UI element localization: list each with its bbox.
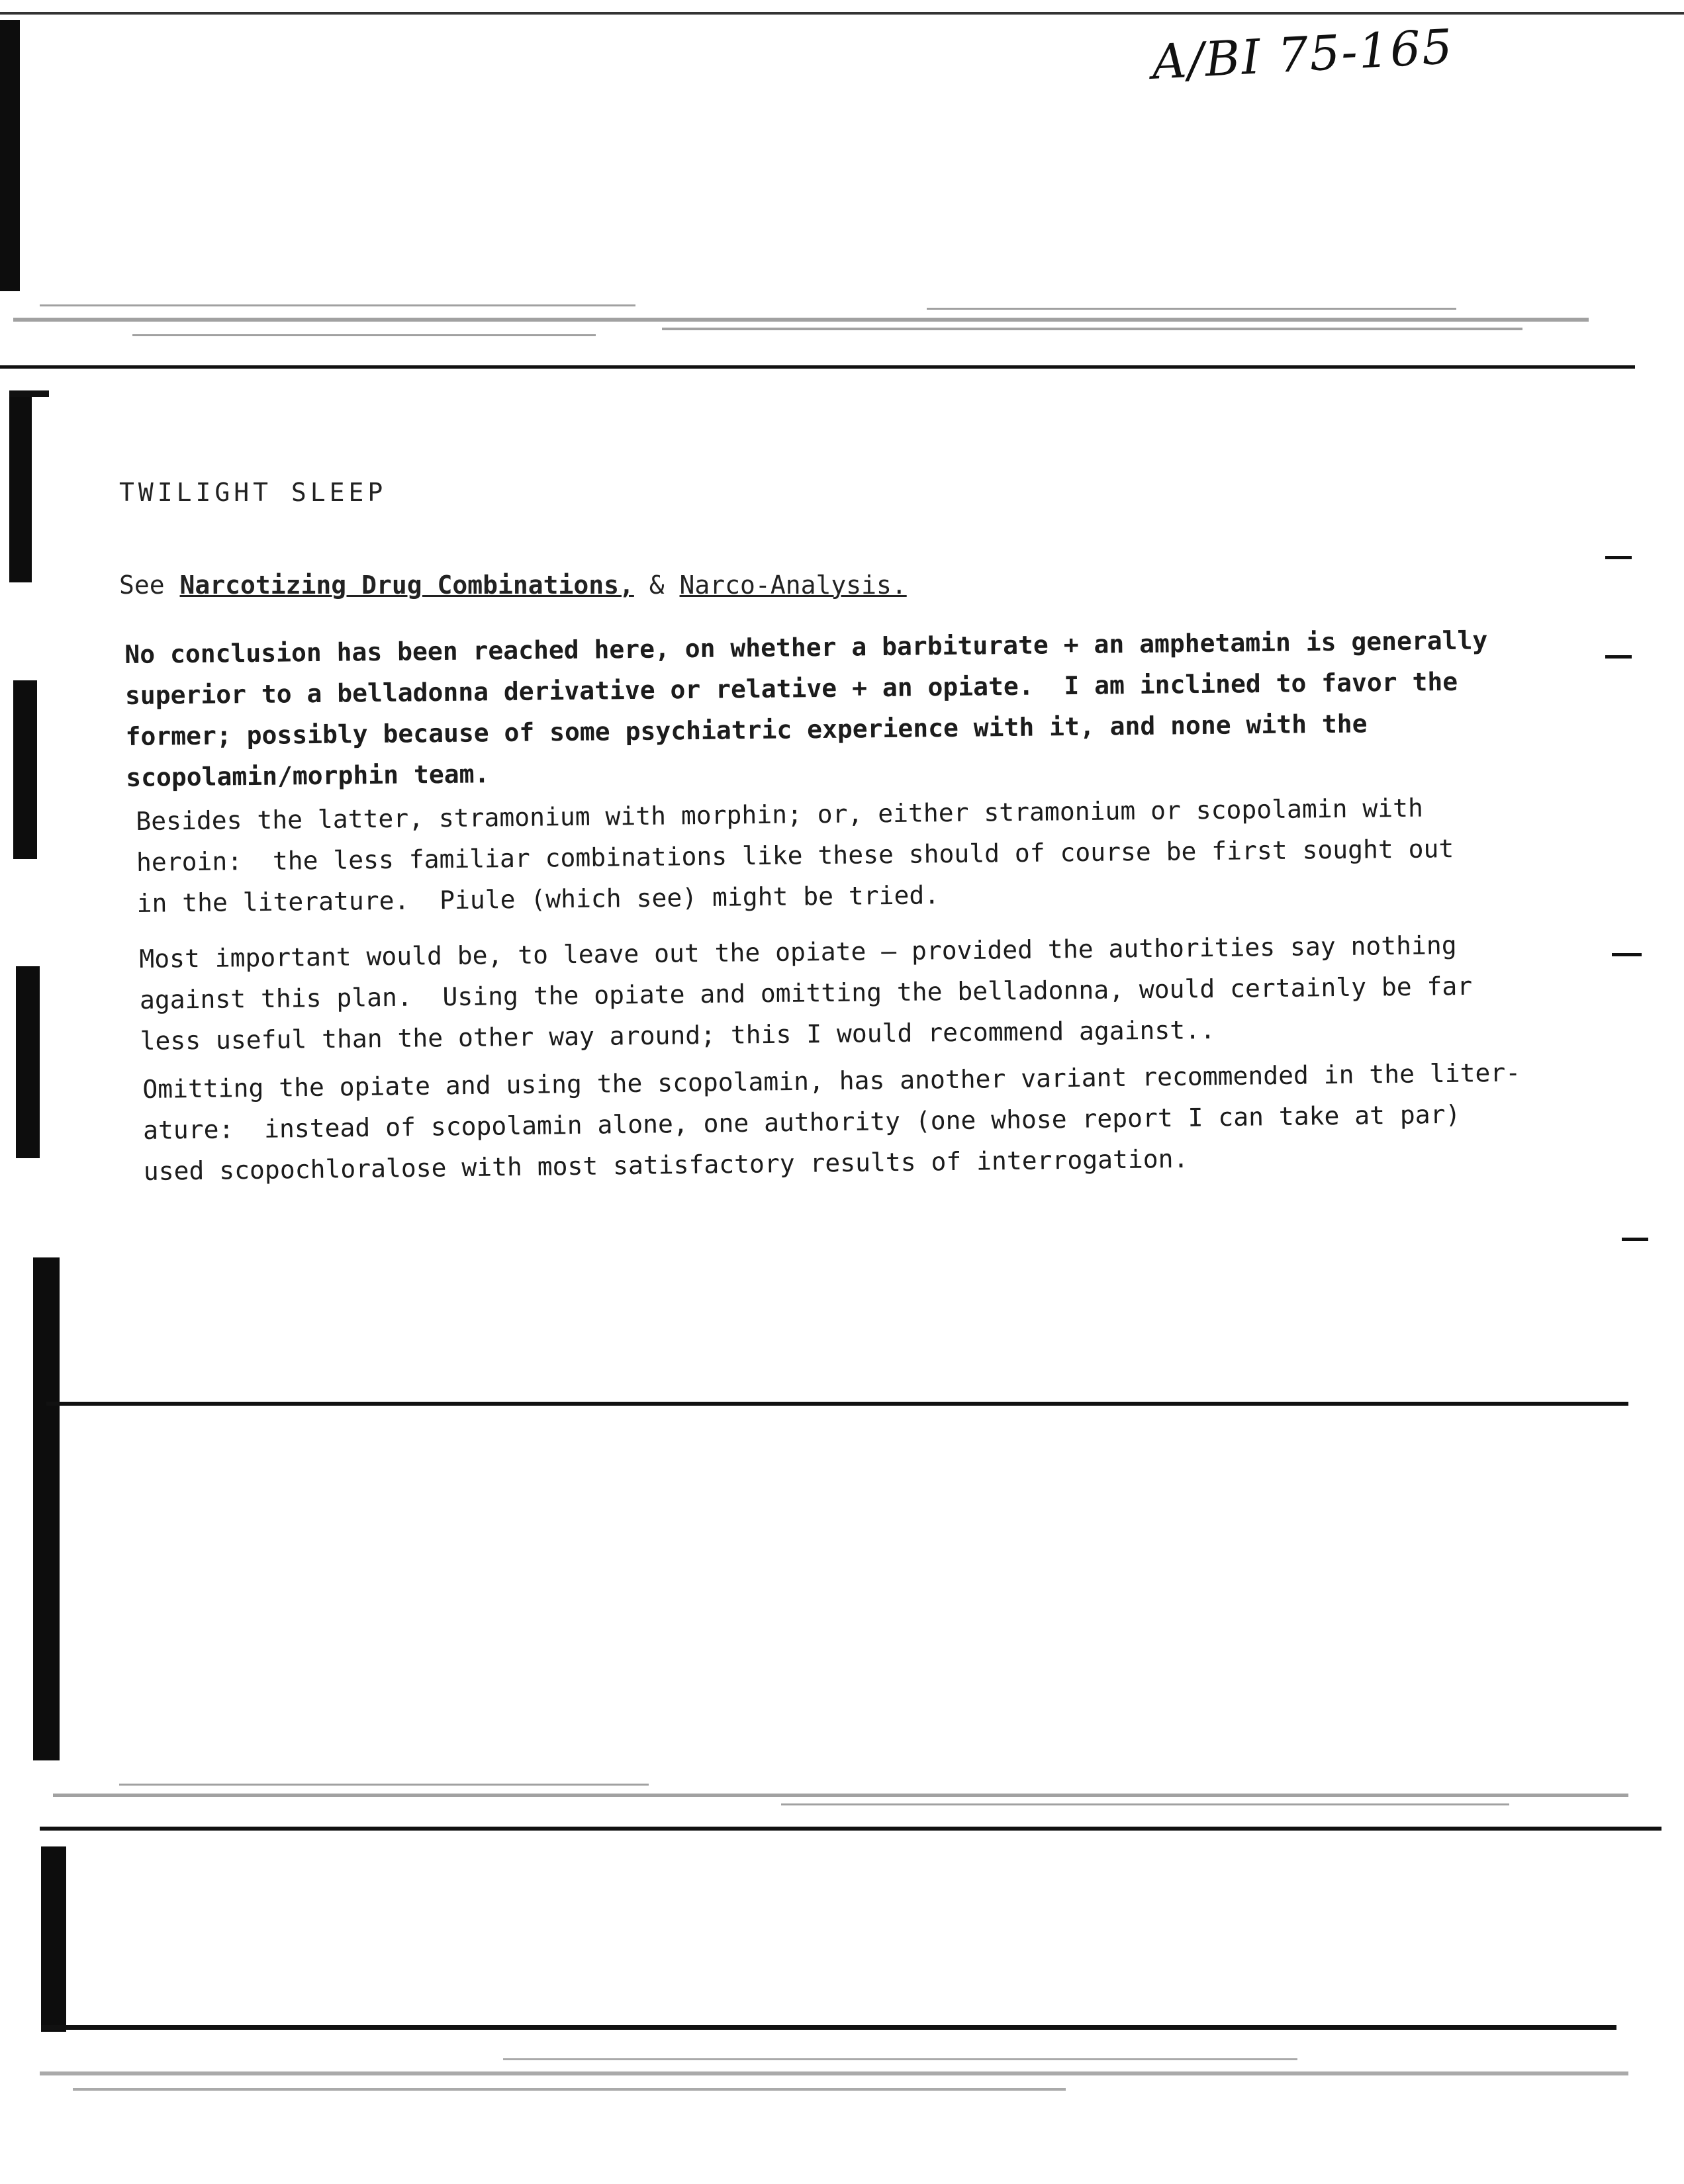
section-divider-2 [46,1402,1628,1406]
see-also-link-narco-analysis: Narco-Analysis. [679,570,907,600]
right-margin-mark-4 [1622,1238,1648,1241]
left-bar-1 [0,20,20,291]
paragraph-2: Besides the latter, stramonium with morphin; or, either stramonium or scopolamin with heroin: the less familiar combinations like these should of course be first sought out in the literature. Piule (which see) might be tried. [136,793,1454,918]
right-margin-mark-3 [1612,953,1642,956]
left-bar-5 [33,1257,60,1760]
card-top-stub-1 [9,390,49,397]
page-title: TWILIGHT SLEEP [119,478,387,507]
see-also-line [119,570,907,600]
see-also-link-narcotizing: Narcotizing Drug Combinations, [179,570,634,600]
top-edge-line [0,12,1684,15]
card-bottom-line [41,2025,1616,2030]
left-bar-2 [9,390,32,582]
scan-noise-band-1 [0,291,1615,351]
paragraph-4: Omitting the opiate and using the scopolamin, has another variant recommended in the liter- ature: instead of scopolamin alone, one authority (one whose report I can take at par) used scopochloralose with most satisfactory results of interrogation. [142,1058,1521,1186]
right-margin-mark-1 [1605,556,1632,559]
handwritten-reference: A/BI 75-165 [1150,19,1455,90]
left-bar-3 [13,680,37,859]
section-divider-3 [40,1827,1661,1831]
scan-noise-band-3 [40,2052,1642,2111]
see-also-prefix: See [119,570,165,600]
scan-noise-band-2 [53,1774,1642,1813]
right-margin-mark-2 [1605,655,1632,659]
section-divider-1 [0,365,1635,369]
paragraph-1: No conclusion has been reached here, on whether a barbiturate + an amphetamin is generally superior to a belladonna derivative or relative + an opiate. I am inclined to favor the former; possibly because of some psychiatric experience with it, and none with the scopolamin/morphin team. [124,625,1488,792]
see-also-connector: & [649,570,665,600]
left-bar-6 [41,1846,66,2032]
left-bar-4 [16,966,40,1158]
paragraph-3: Most important would be, to leave out the opiate — provided the authorities say nothing against this plan. Using the opiate and omitting the belladonna, would certainly be far less useful than the other way around; this I would recommend against.. [139,931,1473,1056]
